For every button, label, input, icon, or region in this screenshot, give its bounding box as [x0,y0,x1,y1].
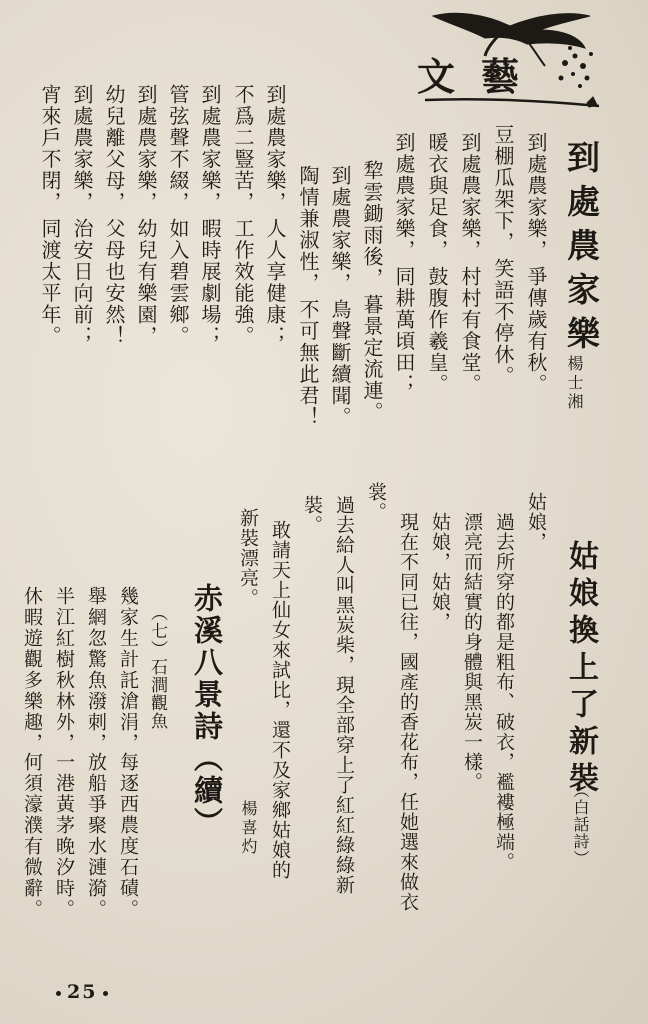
poem-line: 犂雲鋤雨後， [360,160,384,289]
poem-line: 到處農家樂， [392,132,416,261]
poem-line: 到處農家樂， [134,84,158,213]
poem-line: 鳥聲斷續聞。 [328,299,352,428]
poem-line: 如入碧雲鄉。 [166,218,190,347]
poem-line: 放船爭聚水漣漪。 [85,752,107,920]
poem-line: 到處農家樂， [70,84,94,213]
poem-line: 父母也安然！ [102,218,126,347]
poem-line: 現在不同已往，國產的香花布，任她選來做衣 [397,512,419,912]
poem-line: 裳。 [365,482,387,522]
poem-genre: （白話詩） [571,782,590,867]
poem-line: 不可無此君！ [296,299,320,428]
poem-line: 過去給人叫黑炭柴，現全部穿上了紅紅綠綠新 [333,495,355,895]
poem-line: 爭傳歲有秋。 [524,266,548,395]
poem-line: 舉網忽驚魚潑刺， [85,586,107,754]
poem-line: 休暇遊觀多樂趣， [21,586,43,754]
poem-line: 笑語不停休。 [491,258,515,387]
poem-title: 姑娘換上了新裝 [563,540,598,799]
poem-line: 村村有食堂。 [458,266,482,395]
poem-line: 陶情兼淑性， [296,165,320,294]
poem-line: 工作效能強。 [231,218,255,347]
poem-line: 暇時展劇場； [198,218,222,347]
poem-line: 漂亮而結實的身體與黑炭一樣。 [461,512,483,792]
page-number [50,981,114,1003]
poem-author: 楊士湘 [565,355,584,412]
poem-line: 何須濠濮有微辭。 [21,752,43,920]
poem-line: 幼兒離父母， [102,84,126,213]
poem-author: 楊喜灼 [239,800,258,857]
poem-line: 宵來戶不閉， [38,84,62,213]
poem-line: 一港黃茅晚汐時。 [53,752,75,920]
poem-line: 到處農家樂， [524,132,548,261]
poem-line: 暮景定流連。 [360,294,384,423]
poem-line: 幾家生計託滄涓， [117,586,139,754]
poem-line: 治安日向前； [70,218,94,347]
poem-line: 到處農家樂， [458,132,482,261]
poem-line: 幼兒有樂園， [134,218,158,347]
page-number-text: 25 [67,981,98,1003]
poem-line: 姑娘，姑娘， [429,512,451,632]
poem-line: 到處農家樂， [263,84,287,213]
poem-line: 裝。 [301,495,323,535]
poem-line: 不爲二豎苦， [231,84,255,213]
dot-ornament [103,991,108,996]
poem-line: 到處農家樂， [198,84,222,213]
poem-subtitle: （七）石澗觀魚 [147,604,167,730]
poem-line: 管弦聲不綴， [166,84,190,213]
poem-line: 同渡太平年。 [38,218,62,347]
poem-line: 同耕萬頃田； [392,266,416,395]
poem-line: 半江紅樹秋林外， [53,586,75,754]
dot-ornament [56,991,61,996]
poem-line: 人人享健康； [263,218,287,347]
poem-line: 暖衣與足食， [425,132,449,261]
poem-line: 到處農家樂， [328,165,352,294]
poem-title: 到處農家樂 [562,140,601,360]
poem-line: 鼓腹作羲皇。 [425,266,449,395]
section-label: 文藝 [417,54,546,99]
poem-line: 每逐西農度石磧。 [117,752,139,920]
poem-title: 赤溪八景詩（續） [190,583,224,839]
poem-line: 豆棚瓜架下， [491,124,515,253]
poem-line: 姑娘， [525,492,547,552]
poem-line: 敢請天上仙女來試比，還不及家鄉姑娘的 [269,520,291,880]
poem-line: 新裝漂亮。 [237,508,259,608]
poem-line: 過去所穿的都是粗布、破衣，襤褸極端。 [493,512,515,872]
